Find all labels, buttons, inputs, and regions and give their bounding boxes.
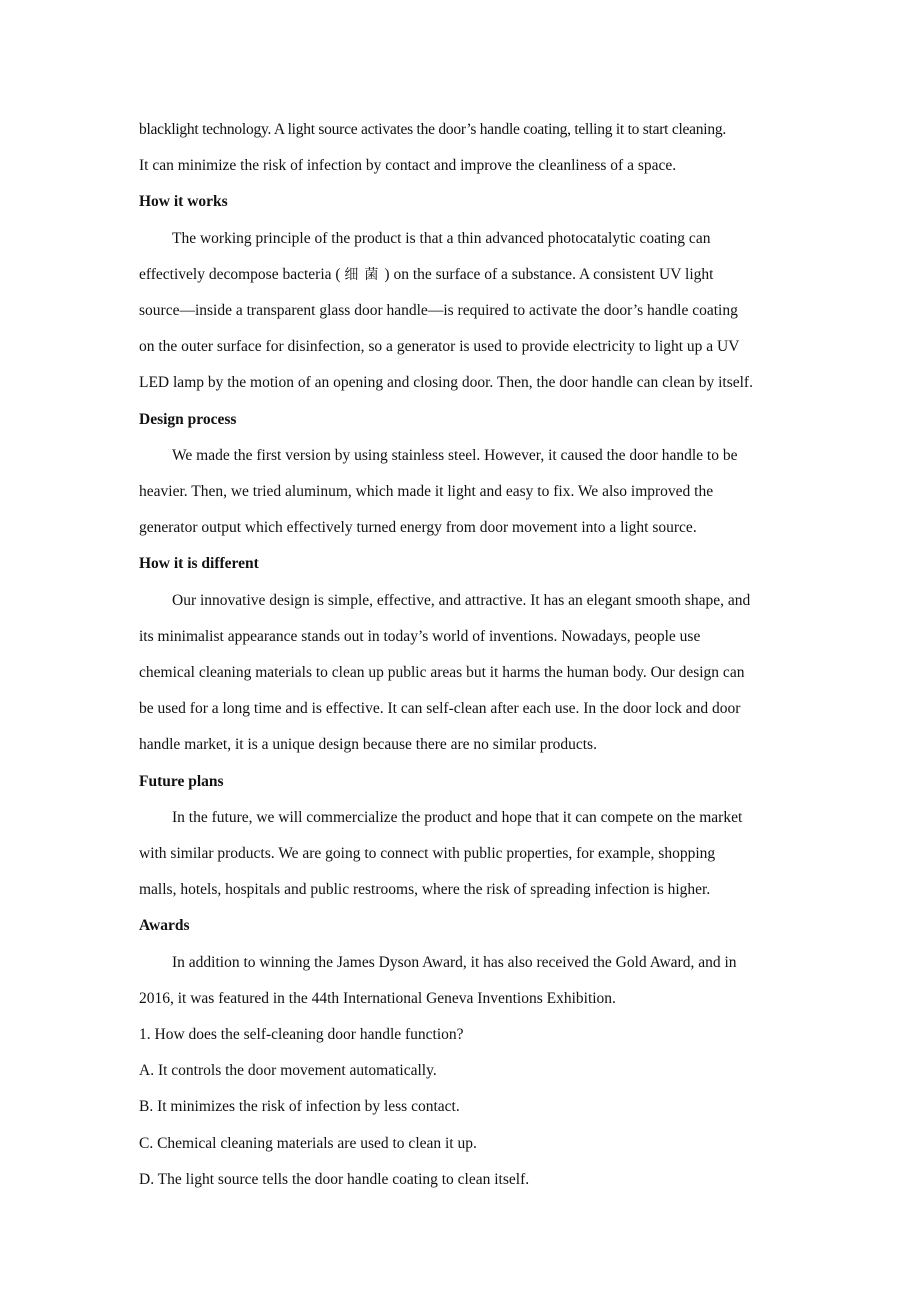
future-plans-line-3: malls, hotels, hospitals and public restrooms, where the risk of spreading infection is higher. [139,881,711,899]
future-plans-heading: Future plans [139,772,224,790]
option-c: C. Chemical cleaning materials are used to clean it up. [139,1134,477,1152]
how-it-works-line-2-before: effectively decompose bacteria ( [139,265,341,283]
option-a: A. It controls the door movement automatically. [139,1062,437,1080]
future-plans-line-1: In the future, we will commercialize the product and hope that it can compete on the market [172,808,743,826]
how-it-works-heading: How it works [139,193,228,211]
bacteria-chinese-gloss: 细菌 [344,266,385,283]
how-different-line-2: its minimalist appearance stands out in today’s world of inventions. Nowadays, people use [139,627,701,645]
how-it-works-line-4: on the outer surface for disinfection, so a generator is used to provide electricity to light up a UV [139,338,740,356]
how-different-heading: How it is different [139,555,259,573]
document-page [139,112,779,1198]
awards-line-2: 2016, it was featured in the 44th International Geneva Inventions Exhibition. [139,989,616,1007]
how-it-works-line-5: LED lamp by the motion of an opening and closing door. Then, the door handle can clean by itself. [139,374,753,392]
option-b: B. It minimizes the risk of infection by less contact. [139,1098,460,1116]
intro-line-2: It can minimize the risk of infection by contact and improve the cleanliness of a space. [139,157,677,175]
design-process-heading: Design process [139,410,237,428]
future-plans-line-2: with similar products. We are going to connect with public properties, for example, shopping [139,845,716,863]
how-it-works-line-3: source—inside a transparent glass door handle—is required to activate the door’s handle coating [139,302,738,320]
intro-line-1: blacklight technology. A light source activates the door’s handle coating, telling it to start cleaning. [139,121,726,138]
how-it-works-line-2-after: ) on the surface of a substance. A consistent UV light [384,265,714,283]
design-process-line-3: generator output which effectively turned energy from door movement into a light source. [139,519,697,537]
question-stem: 1. How does the self-cleaning door handle function? [139,1026,464,1044]
design-process-line-1: We made the first version by using stainless steel. However, it caused the door handle to be [172,446,738,464]
awards-heading: Awards [139,917,190,935]
how-different-line-5: handle market, it is a unique design because there are no similar products. [139,736,597,754]
awards-line-1: In addition to winning the James Dyson Award, it has also received the Gold Award, and in [172,953,737,971]
how-different-line-4: be used for a long time and is effective. It can self-clean after each use. In the door lock and door [139,700,741,718]
how-it-works-line-1: The working principle of the product is that a thin advanced photocatalytic coating can [172,229,711,247]
design-process-line-2: heavier. Then, we tried aluminum, which made it light and easy to fix. We also improved the [139,483,714,501]
option-d: D. The light source tells the door handle coating to clean itself. [139,1170,530,1188]
how-different-line-1: Our innovative design is simple, effective, and attractive. It has an elegant smooth shape, and [172,591,751,609]
how-it-works-line-2 [139,257,779,293]
how-different-line-3: chemical cleaning materials to clean up public areas but it harms the human body. Our design can [139,664,745,682]
